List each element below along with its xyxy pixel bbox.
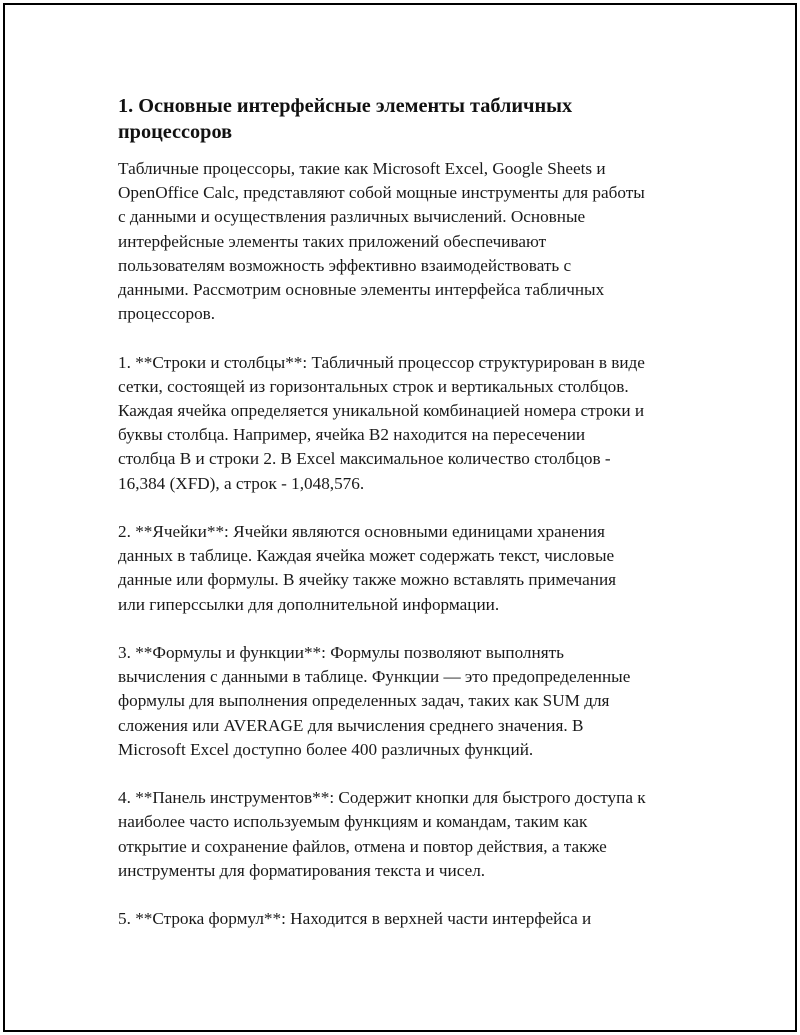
text-line: открытие и сохранение файлов, отмена и повтор действия, а также [118,836,607,856]
text-line: сложения или AVERAGE для вычисления среднего значения. В [118,715,584,735]
text-line: Microsoft Excel доступно более 400 различных функций. [118,739,534,759]
text-line: OpenOffice Calc, представляют собой мощные инструменты для работы [118,183,645,203]
text-line: наиболее часто используемым функциям и командам, таким как [118,812,588,832]
text-line: Каждая ячейка определяется уникальной комбинацией номера строки и [118,401,645,421]
list-item-formulas [118,641,693,762]
text-line: данными. Рассмотрим основные элементы интерфейса табличных [118,280,605,300]
text-line: 2. **Ячейки**: Ячейки являются основными единицами хранения [118,522,605,542]
list-item-formula-bar [118,907,693,931]
text-line: процессоров. [118,304,216,324]
list-item-rows-columns [118,351,693,496]
intro-paragraph [118,157,693,326]
text-line: вычисления с данными в таблице. Функции — это предопределенные [118,667,631,687]
list-item-cells [118,520,693,617]
text-line: столбца B и строки 2. В Excel максимальное количество столбцов - [118,449,611,469]
list-item-toolbar [118,786,693,883]
text-line: интерфейсные элементы таких приложений обеспечивают [118,231,547,251]
heading-line: процессоров [118,121,233,143]
text-line: 3. **Формулы и функции**: Формулы позволяют выполнять [118,643,564,663]
text-line: буквы столбца. Например, ячейка B2 находится на пересечении [118,425,586,445]
text-line: данные или формулы. В ячейку также можно вставлять примечания [118,570,617,590]
text-line: 5. **Строка формул**: Находится в верхней части интерфейса и [118,909,592,929]
text-line: Табличные процессоры, такие как Microsoft Excel, Google Sheets и [118,159,606,178]
text-line: 1. **Строки и столбцы**: Табличный процессор структурирован в виде [118,352,645,372]
text-line: инструменты для форматирования текста и чисел. [118,860,486,880]
document-body [118,93,693,931]
text-line: с данными и осуществления различных вычислений. Основные [118,207,586,227]
heading-line: 1. Основные интерфейсные элементы табличных [118,95,573,117]
text-line: 16,384 (XFD), а строк - 1,048,576. [118,473,365,493]
text-line: пользователям возможность эффективно взаимодействовать с [118,255,572,275]
text-line: данных в таблице. Каждая ячейка может содержать текст, числовые [118,546,615,566]
text-line: 4. **Панель инструментов**: Содержит кнопки для быстрого доступа к [118,788,646,808]
text-line: или гиперссылки для дополнительной информации. [118,594,500,614]
section-heading [118,93,693,145]
text-line: формулы для выполнения определенных задач, таких как SUM для [118,691,610,711]
text-line: сетки, состоящей из горизонтальных строк и вертикальных столбцов. [118,376,629,396]
